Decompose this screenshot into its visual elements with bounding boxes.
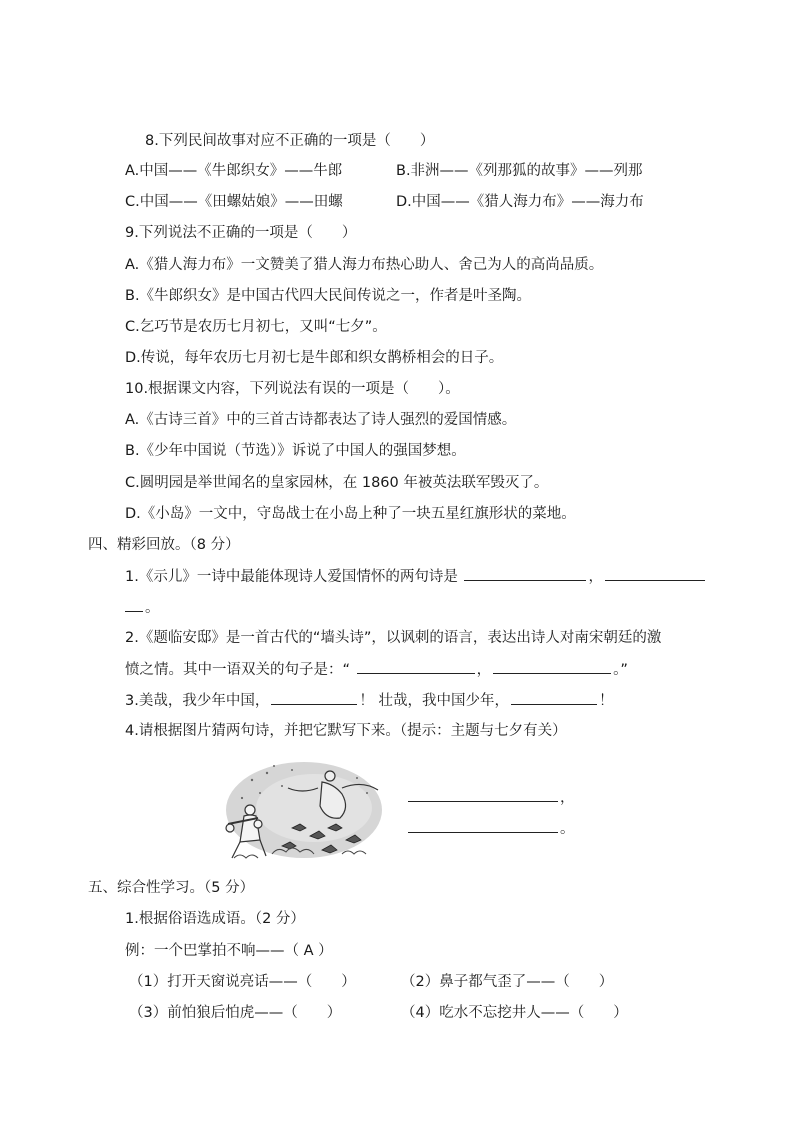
section4-title: 四、精彩回放。（8 分） — [88, 537, 240, 553]
section4-q3 — [125, 690, 613, 711]
q10-option-c: C.圆明园是举世闻名的皇家园林，在 1860 年被英法联军毁灭了。 — [125, 475, 549, 491]
answer-blank[interactable] — [464, 566, 586, 581]
answer-blank[interactable] — [511, 690, 597, 705]
section4-q4-answer-line2 — [408, 818, 575, 839]
section4-q1 — [125, 566, 707, 587]
section4-q2-line2 — [125, 659, 628, 680]
period-quote: 。” — [613, 662, 628, 678]
comma: ， — [476, 662, 492, 678]
section4-q3-mid: ！ 壮哉，我中国少年， — [359, 693, 509, 709]
section5-item-3: （3）前怕狼后怕虎——（ ） — [129, 1005, 342, 1021]
q9-option-b: B.《牛郎织女》是中国古代四大民间传说之一，作者是叶圣陶。 — [125, 288, 532, 304]
q9-option-a: A.《猎人海力布》一文赞美了猎人海力布热心助人、舍己为人的高尚品质。 — [125, 257, 604, 273]
q8-option-b: B.非洲——《列那狐的故事》——列那 — [396, 163, 643, 179]
period: 。 — [145, 600, 160, 616]
period: 。 — [560, 821, 575, 837]
q10-option-d: D.《小岛》一文中，守岛战士在小岛上种了一块五星红旗形状的菜地。 — [125, 506, 576, 522]
q8-option-d: D.中国——《猎人海力布》——海力布 — [396, 194, 644, 210]
section5-title: 五、综合性学习。（5 分） — [88, 880, 255, 896]
q9-option-d: D.传说，每年农历七月初七是牛郎和织女鹊桥相会的日子。 — [125, 350, 504, 366]
answer-blank[interactable] — [408, 787, 558, 802]
section4-q1-text: 1.《示儿》一诗中最能体现诗人爱国情怀的两句诗是 — [125, 569, 458, 585]
section5-q1: 1.根据俗语选成语。（2 分） — [125, 911, 305, 927]
section4-q4: 4.请根据图片猜两句诗，并把它默写下来。（提示：主题与七夕有关） — [125, 723, 567, 739]
section4-q2-line1: 2.《题临安邸》是一首古代的“墙头诗”，以讽刺的语言，表达出诗人对南宋朝廷的激 — [125, 630, 662, 646]
answer-blank[interactable] — [605, 566, 705, 581]
answer-blank[interactable] — [271, 690, 357, 705]
section4-q3-text: 3.美哉，我少年中国， — [125, 693, 270, 709]
exclamation: ！ — [598, 693, 614, 709]
answer-blank[interactable] — [493, 659, 611, 674]
section5-example: 例：一个巴掌拍不响——（ A ） — [125, 943, 333, 959]
section5-item-1: （1）打开天窗说亮话——（ ） — [129, 974, 356, 990]
q9-stem: 9.下列说法不正确的一项是（ ） — [125, 225, 357, 241]
q8-option-c: C.中国——《田螺姑娘》——田螺 — [125, 194, 343, 210]
q8-stem: 8.下列民间故事对应不正确的一项是（ ） — [145, 133, 435, 149]
q10-option-a: A.《古诗三首》中的三首古诗都表达了诗人强烈的爱国情感。 — [125, 412, 517, 428]
section4-q2-text: 愤之情。其中一语双关的句子是：“ — [125, 662, 351, 678]
q9-option-c: C.乞巧节是农历七月初七，又叫“七夕”。 — [125, 319, 387, 335]
section4-q1-continuation — [125, 597, 160, 618]
comma: ， — [560, 790, 575, 806]
answer-blank[interactable] — [408, 818, 558, 833]
section5-item-4: （4）吃水不忘挖井人——（ ） — [401, 1005, 628, 1021]
answer-blank[interactable] — [125, 597, 143, 612]
q10-option-b: B.《少年中国说（节选）》诉说了中国人的强国梦想。 — [125, 443, 466, 459]
answer-blank[interactable] — [357, 659, 475, 674]
section5-item-2: （2）鼻子都气歪了——（ ） — [401, 974, 614, 990]
q10-stem: 10.根据课文内容，下列说法有误的一项是（ ）。 — [125, 381, 460, 397]
section4-q4-answer-line1 — [408, 787, 575, 808]
comma: ， — [588, 569, 603, 585]
qixi-illustration — [222, 758, 382, 866]
q8-option-a: A.中国——《牛郎织女》——牛郎 — [125, 163, 343, 179]
